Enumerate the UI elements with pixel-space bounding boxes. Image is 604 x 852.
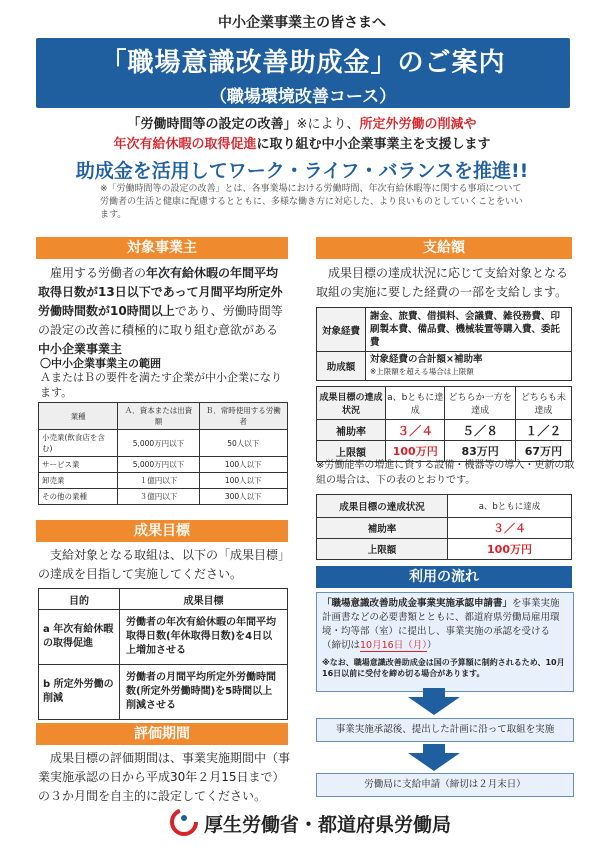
goal-purpose: b 所定外労働の削減: [39, 665, 120, 720]
payment-description: 成果目標の達成状況に応じて支給対象となる取組の実施に要した経費の一部を支給します。: [316, 266, 569, 299]
table-cell: 50人以下: [199, 430, 287, 457]
table-header: 業種: [39, 403, 118, 430]
goal-purpose: a 年次有給休暇の取得促進: [39, 610, 120, 665]
ministry-logo-icon: [170, 808, 198, 840]
table-cell: 100人以下: [199, 473, 287, 489]
page-title: 「職場意識改善助成金」のご案内: [100, 48, 506, 78]
table-cell: １億円以下: [118, 473, 199, 489]
equipment-limit-row: [317, 539, 572, 560]
rate-value: ５／８: [445, 420, 515, 441]
lead-highlight-1: 所定外労働の削減や: [359, 117, 477, 132]
equipment-header: a、bともに達成: [448, 495, 572, 518]
limit-value: 100万円: [386, 441, 445, 462]
rate-label: 補助率: [317, 420, 386, 441]
lead-highlight-2: 年次有給休暇の取得促進: [113, 137, 257, 152]
period-heading: 評価期間: [36, 723, 288, 745]
flow-arrow-1-icon: [408, 697, 460, 715]
lead-term: 「労働時間等の設定の改善」: [127, 117, 297, 132]
table-cell: 100人以下: [199, 457, 287, 473]
table-row: [39, 430, 288, 457]
cost-label: 対象経費: [317, 308, 366, 352]
goals-header: 目的: [39, 589, 120, 610]
flow-deadline: 10月16日（月）: [360, 640, 427, 651]
table-header: Ａ．資本または出資額: [118, 403, 199, 430]
target-text-bold: 年次有給休暇の年間平均取得日数が13日以下であって月間平均所定外労働時間数が10時間以上: [38, 266, 283, 318]
amount-row: [317, 352, 572, 381]
equipment-note: ※労働能率の増進に資する設備・機器等の導入・更新の取組の場合は、下の表のとおりです。: [316, 460, 575, 486]
table-cell: 卸売業: [39, 473, 118, 489]
payment-heading: 支給額: [316, 237, 572, 259]
table-row: [39, 489, 288, 505]
flow-step-3: 労働局に支給申請（締切は２月末日）: [316, 773, 574, 797]
header-note: ※「労働時間等の設定の改善」とは、各事業場における労働時間、年次有給休暇等に関する事項について労働者の生活と健康に配慮するとともに、多様な働き方に対応した、より良いものとしていくことをいいます。: [100, 184, 524, 220]
rate-value: １／２: [515, 420, 571, 441]
equipment-header-row: [317, 495, 572, 518]
lead-line-1: [0, 113, 604, 132]
equipment-limit-label: 上限額: [317, 539, 448, 560]
flow-heading: 利用の流れ: [316, 566, 572, 588]
rate-header: どちらも未達成: [515, 387, 571, 420]
pretitle: 中小企業事業主の皆さまへ: [218, 15, 386, 31]
limit-value: 67万円: [515, 441, 571, 462]
flow-step-1-note: ※なお、職場意識改善助成金は国の予算額に制約されるため、10月16日以前に受付を締め切る場合があります。: [322, 658, 565, 678]
amount-label: 助成額: [317, 352, 366, 381]
flow-step-1-form: 「職場意識改善助成金事業実施承認申請書」: [322, 598, 513, 609]
target-heading: 対象事業主: [36, 237, 288, 259]
equipment-rate-row: [317, 518, 572, 539]
cost-value: 謝金、旅費、借損料、会議費、雑役務費、印刷製本費、備品費、機械装置等購入費、委託費: [366, 308, 572, 352]
table-cell: その他の業種: [39, 489, 118, 505]
flow-step-1: [316, 592, 574, 692]
table-cell: 5,000万円以下: [118, 457, 199, 473]
range-title: 〇中小企業事業主の範囲: [40, 357, 161, 370]
equipment-header: 成果目標の達成状況: [317, 495, 448, 518]
table-cell: ３億円以下: [118, 489, 199, 505]
lead-line-2: [0, 133, 604, 152]
goal-target: 労働者の年次有給休暇の年間平均取得日数(年休取得日数)を4日以上増加させる: [120, 610, 288, 665]
equipment-rate: ３／４: [448, 518, 572, 539]
flow-step-2: 事業実施承認後、提出した計画に沿って取組を実施: [316, 718, 574, 742]
lead-rest: に取り組む中小企業事業主を支援します: [256, 137, 491, 152]
title-banner: [36, 38, 570, 108]
rate-header: a、bともに達成: [386, 387, 445, 420]
flow-arrow-2-icon: [408, 753, 460, 771]
goals-table: [38, 588, 288, 720]
goals-header-row: [39, 589, 288, 610]
target-text-sme: 中小企業事業主: [38, 342, 123, 356]
table-cell: サービス業: [39, 457, 118, 473]
rate-header-row: [317, 387, 572, 420]
lead-note-mark: ※により、: [296, 117, 360, 132]
goals-heading: 成果目標: [36, 520, 288, 542]
cost-table: [316, 307, 572, 381]
equipment-limit: 100万円: [448, 539, 572, 560]
slogan: 助成金を活用してワーク・ライフ・バランスを推進!!: [75, 160, 529, 182]
table-cell: 300人以下: [199, 489, 287, 505]
target-text-1: 雇用する労働者の: [50, 266, 147, 280]
flow-step-1-end: ）: [426, 640, 437, 651]
target-description: [38, 264, 290, 359]
table-cell: 小売業(飲食店を含む): [39, 430, 118, 457]
table-header-row: [39, 403, 288, 430]
table-row: [39, 457, 288, 473]
period-description: 成果目標の評価期間は、事業実施期間中（事業実施承認の日から平成30年２月15日まで）の３か月間を自主的に設定してください。: [38, 751, 291, 803]
goals-row: [39, 610, 288, 665]
range-text: ＡまたはＢの要件を満たす企業が中小企業になります。: [40, 371, 282, 399]
table-cell: 5,000万円以下: [118, 430, 199, 457]
target-text-2: であり、労働時間等の設定の改善に積極的に取り組む意欲がある: [38, 304, 283, 337]
rate-value: ３／４: [386, 420, 445, 441]
table-header: Ｂ．常時使用する労働者: [199, 403, 287, 430]
goal-target: 労働者の月間平均所定外労働時間数(所定外労働時間)を5時間以上削減させる: [120, 665, 288, 720]
sme-range-table: [38, 402, 288, 505]
table-row: [39, 473, 288, 489]
equipment-table: [316, 494, 572, 560]
amount-formula: 対象経費の合計額×補助率: [370, 354, 483, 365]
limit-label: 上限額: [317, 441, 386, 462]
rate-header: どちらか一方を達成: [445, 387, 515, 420]
goals-row: [39, 665, 288, 720]
goals-description: 支給対象となる取組は、以下の「成果目標」の達成を目指して実施してください。: [38, 548, 291, 581]
cost-row: [317, 308, 572, 352]
page-subtitle: （職場環境改善コース）: [209, 87, 397, 107]
rate-row: [317, 420, 572, 441]
rate-table: [316, 386, 572, 462]
flow-step-1-text: を事業実施計画書などの必要書類とともに、都道府県労働局雇用環境・均等部（室）に提出し、事業実施の承認を受ける（締切は: [322, 598, 560, 651]
goals-header: 成果目標: [120, 589, 288, 610]
rate-header: 成果目標の達成状況: [317, 387, 386, 420]
footer-org: 厚生労働省・都道府県労働局: [204, 814, 452, 836]
equipment-rate-label: 補助率: [317, 518, 448, 539]
limit-value: 83万円: [445, 441, 515, 462]
amount-note: ※上限額を超える場合は上限額: [370, 367, 474, 376]
